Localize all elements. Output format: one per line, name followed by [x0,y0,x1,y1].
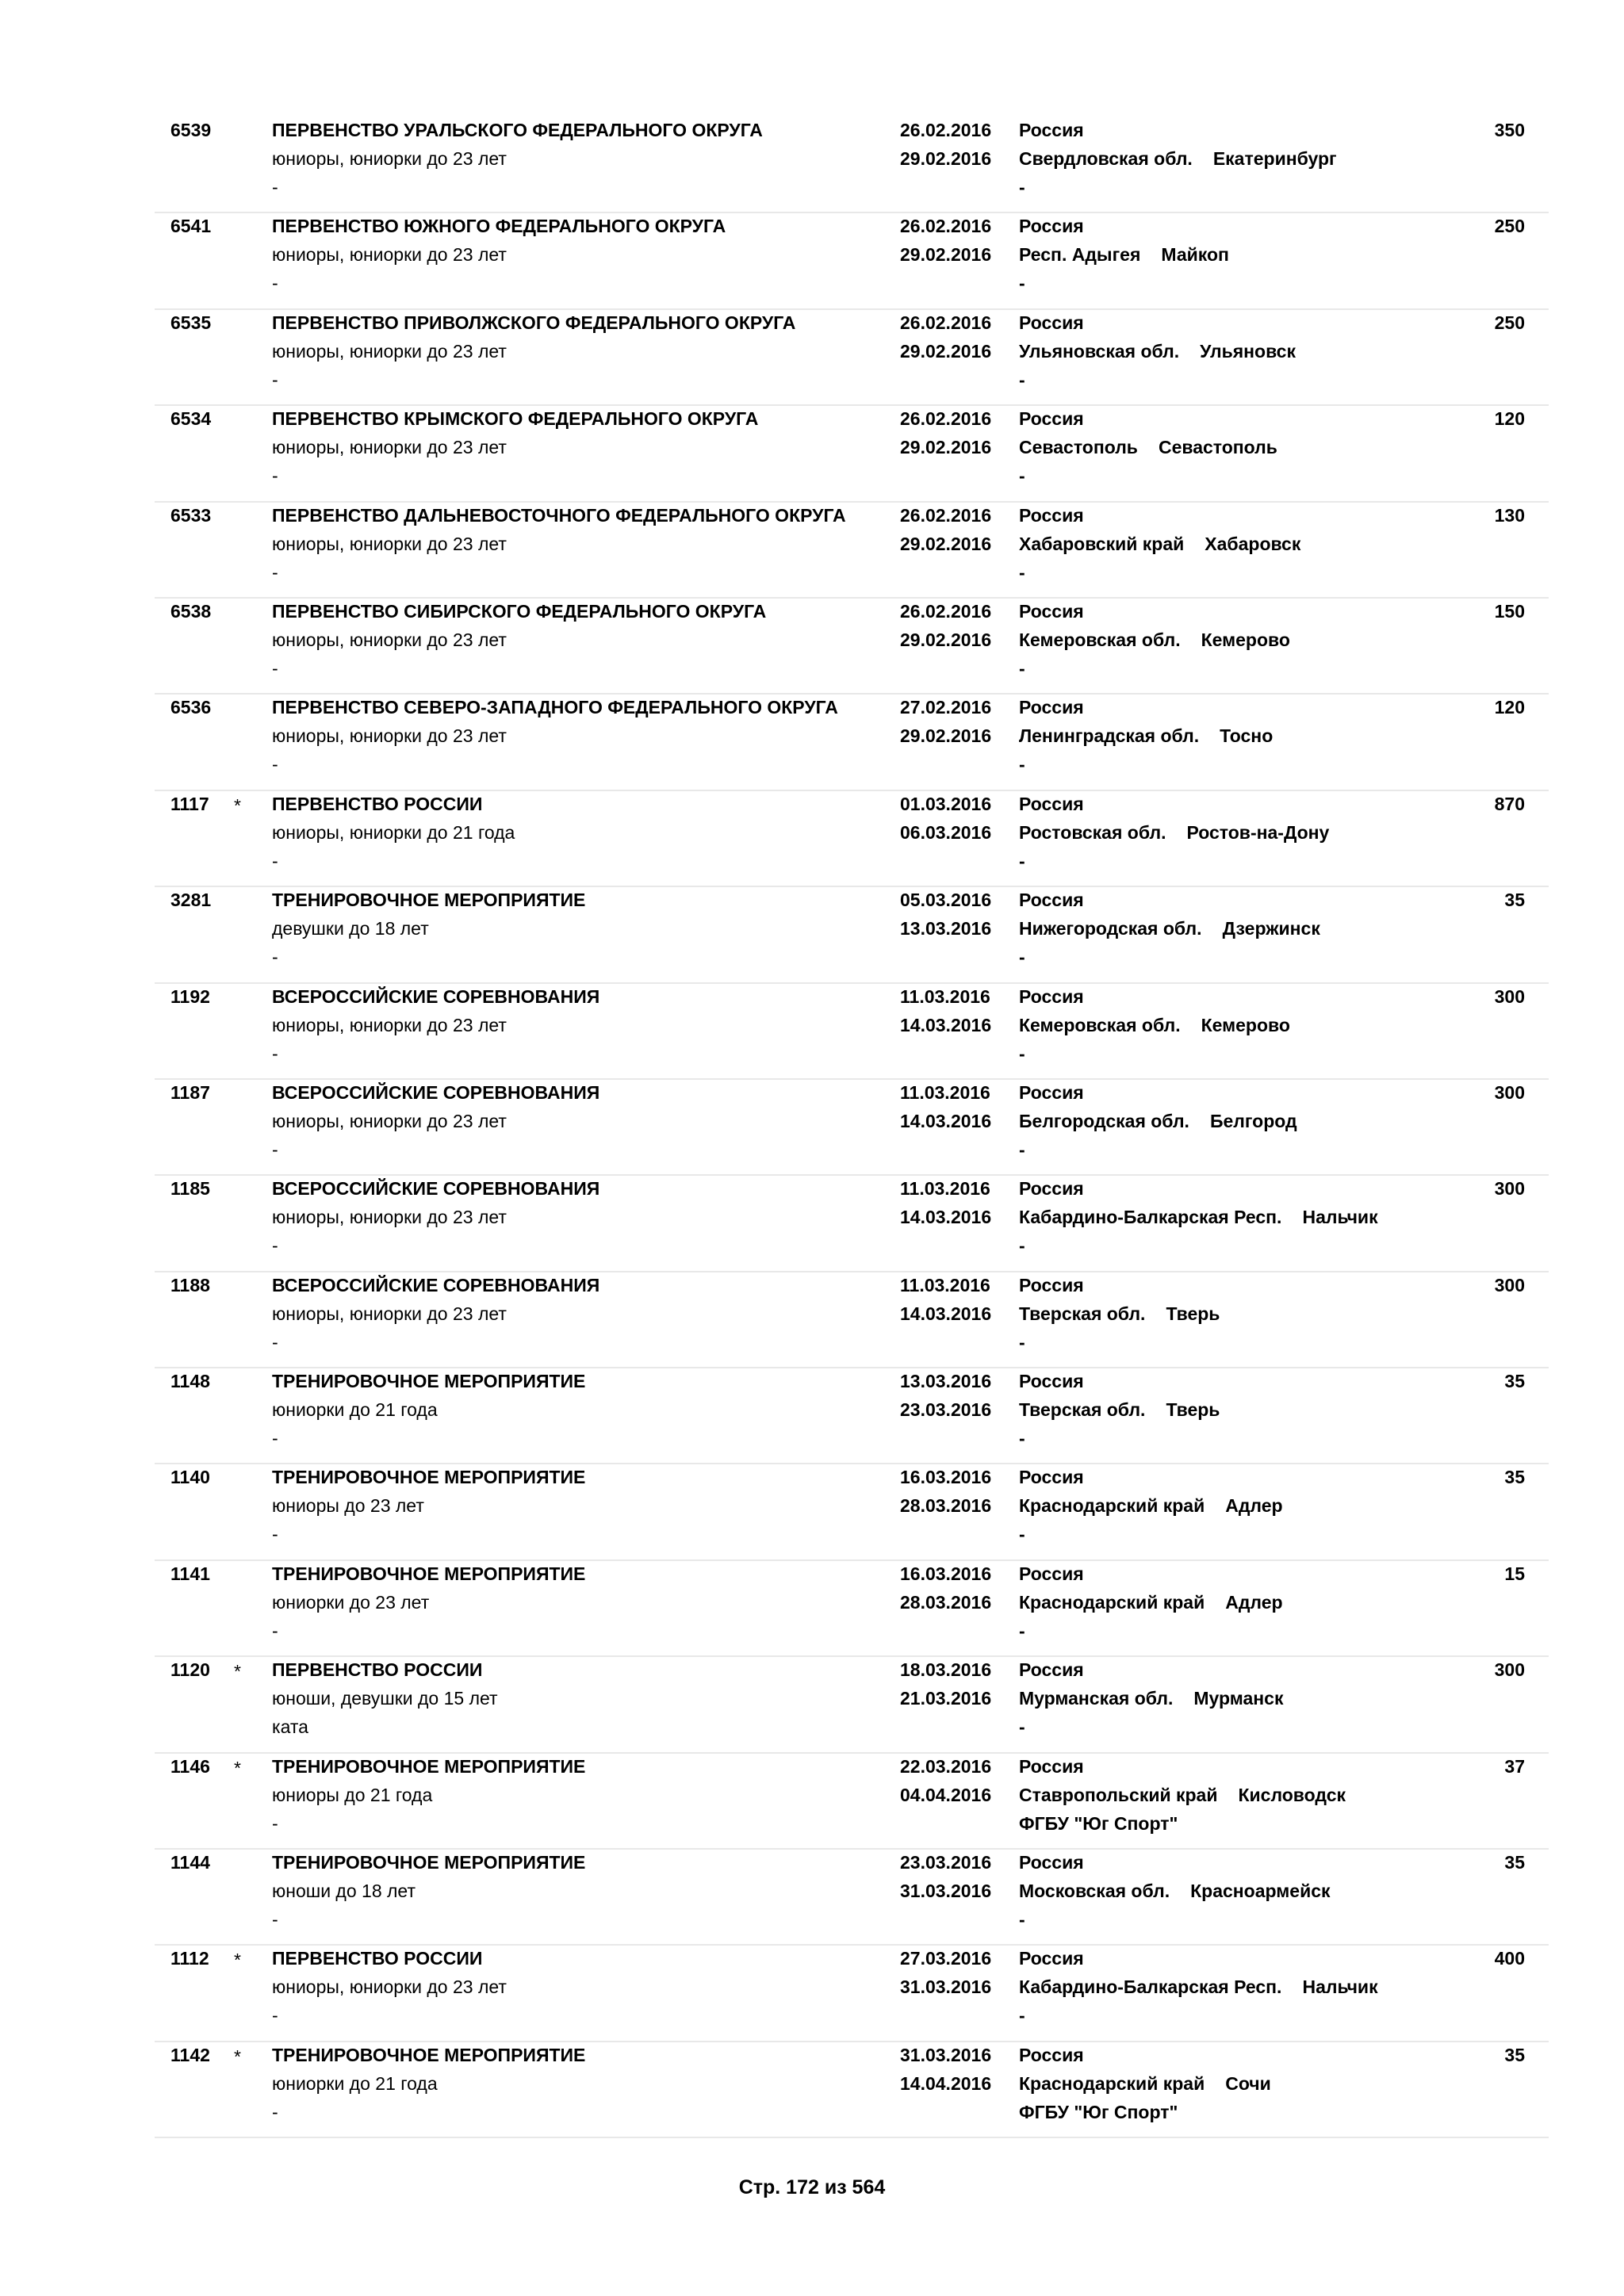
event-end-date: 31.03.2016 [900,1976,992,1998]
event-discipline: - [272,1138,278,1160]
event-organizer: - [1019,1043,1025,1064]
event-row [155,599,1549,695]
event-location [1019,243,1229,266]
event-region: Ленинградская обл. [1019,725,1200,747]
event-category: юниорки до 21 года [272,1399,438,1421]
event-city: Кемерово [1201,1014,1290,1035]
event-title: ВСЕРОССИЙСКИЕ СОРЕВНОВАНИЯ [272,1178,600,1200]
event-id: 6536 [170,697,212,718]
event-participants: 35 [1504,1852,1525,1873]
event-location [1019,629,1290,651]
event-participants: 250 [1494,216,1525,237]
event-title: ТРЕНИРОВОЧНОЕ МЕРОПРИЯТИЕ [272,890,586,911]
event-city: Севастополь [1158,437,1277,458]
event-participants: 120 [1494,408,1525,430]
event-city: Нальчик [1302,1207,1378,1228]
event-end-date: 14.03.2016 [900,1303,992,1324]
event-participants: 250 [1494,312,1525,333]
event-location [1019,340,1296,362]
event-id: 6541 [170,216,212,237]
event-participants: 300 [1494,1274,1525,1295]
event-city: Кемерово [1201,629,1290,650]
event-region: Кемеровская обл. [1019,1014,1181,1035]
event-row [155,1946,1549,2042]
event-title: ВСЕРОССИЙСКИЕ СОРЕВНОВАНИЯ [272,1274,600,1295]
event-discipline: - [272,1043,278,1064]
event-discipline: - [272,273,278,294]
event-discipline: - [272,1909,278,1931]
event-start-date: 26.02.2016 [900,312,992,333]
event-location [1019,725,1273,747]
event-location [1019,917,1320,939]
event-participants: 300 [1494,1178,1525,1200]
event-start-date: 05.03.2016 [900,890,992,911]
event-discipline: - [272,369,278,390]
event-participants: 300 [1494,985,1525,1007]
event-category: юниоры до 21 года [272,1784,433,1805]
event-row [155,791,1549,887]
event-id: 1140 [170,1467,210,1488]
event-participants: 400 [1494,1948,1525,1969]
event-list [155,117,1549,2138]
event-id: 1142 [170,2044,210,2065]
event-start-date: 26.02.2016 [900,408,992,430]
event-end-date: 14.03.2016 [900,1014,992,1035]
event-country: Россия [1019,2044,1084,2065]
event-start-date: 26.02.2016 [900,120,992,140]
event-title: ВСЕРОССИЙСКИЕ СОРЕВНОВАНИЯ [272,985,600,1007]
event-title: ПЕРВЕНСТВО РОССИИ [272,1948,483,1969]
event-end-date: 14.03.2016 [900,1110,992,1131]
event-end-date: 14.04.2016 [900,2072,992,2094]
event-category: юниорки до 23 лет [272,1591,430,1613]
event-city: Кисловодск [1238,1784,1346,1805]
event-title: ПЕРВЕНСТВО РОССИИ [272,793,483,814]
event-location [1019,1399,1220,1421]
event-row [155,503,1549,599]
event-end-date: 29.02.2016 [900,148,992,169]
event-location [1019,2072,1271,2095]
event-row [155,1754,1549,1850]
event-location [1019,1976,1378,1998]
event-discipline: - [272,561,278,583]
event-id: 1112 [170,1948,209,1969]
event-end-date: 31.03.2016 [900,1881,992,1902]
event-organizer: - [1019,1620,1025,1641]
event-id: 1187 [170,1081,210,1103]
event-region: Белгородская обл. [1019,1110,1189,1131]
event-country: Россия [1019,600,1084,622]
event-region: Нижегородская обл. [1019,918,1202,939]
event-country: Россия [1019,1274,1084,1295]
event-id: 1141 [170,1563,210,1584]
event-discipline: - [272,1620,278,1641]
event-category: юниорки до 21 года [272,2072,438,2094]
event-location [1019,1303,1220,1325]
event-start-date: 11.03.2016 [900,1178,990,1200]
event-category: юниоры до 23 лет [272,1495,424,1517]
event-start-date: 11.03.2016 [900,1081,990,1103]
event-organizer: - [1019,850,1025,871]
event-country: Россия [1019,697,1084,718]
event-city: Тосно [1220,725,1274,747]
event-id: 1192 [170,985,210,1007]
event-end-date: 29.02.2016 [900,340,992,362]
event-region: Мурманская обл. [1019,1688,1174,1709]
event-country: Россия [1019,504,1084,526]
event-country: Россия [1019,1755,1084,1777]
event-category: юниоры, юниорки до 23 лет [272,1303,507,1324]
event-discipline: - [272,465,278,487]
event-discipline: - [272,1331,278,1353]
event-start-date: 11.03.2016 [900,1274,990,1295]
event-category: юниоры, юниорки до 23 лет [272,244,507,266]
event-start-date: 26.02.2016 [900,600,992,622]
event-region: Ростовская обл. [1019,821,1166,843]
event-region: Респ. Адыгея [1019,244,1141,266]
event-id: 1117 [170,793,209,814]
event-participants: 300 [1494,1081,1525,1103]
event-title: ПЕРВЕНСТВО ПРИВОЛЖСКОГО ФЕДЕРАЛЬНОГО ОКРУГА [272,312,796,333]
event-region: Краснодарский край [1019,1591,1205,1613]
event-title: ТРЕНИРОВОЧНОЕ МЕРОПРИЯТИЕ [272,1755,586,1777]
event-country: Россия [1019,1371,1084,1392]
event-location [1019,147,1337,170]
event-row [155,887,1549,983]
event-discipline: - [272,2101,278,2122]
event-discipline: - [272,1524,278,1545]
event-participants: 35 [1504,1467,1525,1488]
event-id: 1188 [170,1274,210,1295]
event-country: Россия [1019,408,1084,430]
event-start-date: 16.03.2016 [900,1467,992,1488]
event-id: 6538 [170,600,212,622]
event-participants: 35 [1504,1371,1525,1392]
event-title: ТРЕНИРОВОЧНОЕ МЕРОПРИЯТИЕ [272,1563,586,1584]
event-region: Ульяновская обл. [1019,340,1180,362]
event-start-date: 26.02.2016 [900,216,992,237]
event-category: юниоры, юниорки до 23 лет [272,1976,507,1998]
event-organizer: - [1019,754,1025,775]
event-location [1019,1110,1297,1132]
event-organizer: - [1019,2005,1025,2026]
event-country: Россия [1019,985,1084,1007]
event-region: Севастополь [1019,437,1138,458]
event-end-date: 29.02.2016 [900,437,992,458]
event-end-date: 29.02.2016 [900,725,992,747]
event-country: Россия [1019,1178,1084,1200]
event-start-date: 27.03.2016 [900,1948,992,1969]
event-city: Тверь [1166,1399,1220,1421]
event-start-date: 13.03.2016 [900,1371,992,1392]
event-region: Свердловская обл. [1019,148,1193,169]
event-end-date: 28.03.2016 [900,1495,992,1517]
event-mark: * [234,1661,241,1682]
event-start-date: 31.03.2016 [900,2044,992,2065]
event-id: 6535 [170,312,212,333]
event-city: Екатеринбург [1212,148,1337,169]
event-end-date: 06.03.2016 [900,821,992,843]
event-category: юниоры, юниорки до 23 лет [272,533,507,554]
event-location [1019,1784,1346,1806]
event-city: Адлер [1225,1591,1283,1613]
event-id: 3281 [170,890,212,911]
event-city: Нальчик [1302,1976,1378,1998]
event-city: Ульяновск [1200,340,1296,362]
event-category: юниоры, юниорки до 23 лет [272,1014,507,1035]
event-country: Россия [1019,1948,1084,1969]
event-discipline: - [272,1235,278,1257]
event-id: 1185 [170,1178,210,1200]
event-location [1019,1494,1283,1517]
event-row [155,1464,1549,1560]
event-title: ВСЕРОССИЙСКИЕ СОРЕВНОВАНИЯ [272,1081,600,1103]
event-city: Тверь [1166,1303,1220,1324]
event-mark: * [234,1757,241,1778]
event-id: 6533 [170,504,212,526]
event-region: Кемеровская обл. [1019,629,1181,650]
event-country: Россия [1019,216,1084,237]
event-end-date: 14.03.2016 [900,1207,992,1228]
event-country: Россия [1019,793,1084,814]
event-participants: 150 [1494,600,1525,622]
event-mark: * [234,794,241,816]
event-title: ПЕРВЕНСТВО СИБИРСКОГО ФЕДЕРАЛЬНОГО ОКРУГА [272,600,767,622]
event-row [155,1080,1549,1176]
event-end-date: 23.03.2016 [900,1399,992,1421]
event-participants: 300 [1494,1659,1525,1681]
event-title: ПЕРВЕНСТВО РОССИИ [272,1659,483,1681]
event-organizer: - [1019,1428,1025,1449]
event-category: юноши до 18 лет [272,1881,416,1902]
event-row [155,2042,1549,2138]
event-city: Белгород [1209,1110,1297,1131]
event-organizer: - [1019,273,1025,294]
event-row [155,213,1549,309]
event-location [1019,1206,1378,1228]
event-title: ПЕРВЕНСТВО СЕВЕРО-ЗАПАДНОГО ФЕДЕРАЛЬНОГО ОКРУГА [272,697,838,718]
event-location [1019,1880,1331,1902]
event-row [155,1176,1549,1272]
event-start-date: 16.03.2016 [900,1563,992,1584]
event-id: 1146 [170,1755,210,1777]
event-city: Мурманск [1193,1688,1284,1709]
event-mark: * [234,1950,241,1971]
event-country: Россия [1019,1852,1084,1873]
event-title: ТРЕНИРОВОЧНОЕ МЕРОПРИЯТИЕ [272,2044,586,2065]
event-end-date: 21.03.2016 [900,1688,992,1709]
event-start-date: 27.02.2016 [900,697,992,718]
event-location [1019,1591,1283,1613]
event-organizer: - [1019,1716,1025,1738]
event-title: ПЕРВЕНСТВО ЮЖНОГО ФЕДЕРАЛЬНОГО ОКРУГА [272,216,726,237]
event-row [155,1657,1549,1753]
event-organizer: - [1019,947,1025,968]
event-organizer: ФГБУ "Юг Спорт" [1019,1812,1178,1834]
event-city: Красноармейск [1190,1881,1331,1902]
event-discipline: - [272,657,278,679]
event-category: юниоры, юниорки до 23 лет [272,437,507,458]
event-row [155,310,1549,406]
event-organizer: - [1019,465,1025,487]
event-end-date: 04.04.2016 [900,1784,992,1805]
event-region: Краснодарский край [1019,1495,1205,1517]
event-organizer: - [1019,1138,1025,1160]
event-region: Тверская обл. [1019,1399,1146,1421]
event-discipline: - [272,177,278,197]
event-row [155,1272,1549,1368]
event-participants: 35 [1504,890,1525,911]
event-category: юноши, девушки до 15 лет [272,1688,498,1709]
event-participants: 37 [1504,1755,1525,1777]
event-city: Адлер [1225,1495,1283,1517]
event-start-date: 22.03.2016 [900,1755,992,1777]
event-discipline: - [272,754,278,775]
event-id: 6539 [170,120,212,140]
event-start-date: 01.03.2016 [900,793,992,814]
event-location [1019,1014,1290,1036]
event-country: Россия [1019,890,1084,911]
event-discipline: - [272,1812,278,1834]
event-title: ПЕРВЕНСТВО КРЫМСКОГО ФЕДЕРАЛЬНОГО ОКРУГА [272,408,759,430]
event-title: ТРЕНИРОВОЧНОЕ МЕРОПРИЯТИЕ [272,1467,586,1488]
event-end-date: 29.02.2016 [900,629,992,650]
event-organizer: - [1019,657,1025,679]
page-number: Стр. 172 из 564 [738,2176,886,2198]
event-country: Россия [1019,1659,1084,1681]
event-id: 1120 [170,1659,210,1681]
event-discipline: - [272,1428,278,1449]
event-participants: 15 [1504,1563,1525,1584]
event-end-date: 13.03.2016 [900,918,992,939]
event-category: юниоры, юниорки до 23 лет [272,629,507,650]
event-row [155,406,1549,502]
event-category: юниоры, юниорки до 23 лет [272,340,507,362]
event-organizer: - [1019,369,1025,390]
event-discipline: ката [272,1716,308,1738]
event-region: Московская обл. [1019,1881,1170,1902]
event-category: юниоры, юниорки до 23 лет [272,148,507,169]
event-region: Краснодарский край [1019,2072,1205,2094]
event-participants: 350 [1494,120,1525,140]
event-row [155,1368,1549,1464]
event-country: Россия [1019,1467,1084,1488]
event-row [155,1850,1549,1946]
event-city: Дзержинск [1222,918,1320,939]
event-end-date: 28.03.2016 [900,1591,992,1613]
event-discipline: - [272,850,278,871]
event-organizer: - [1019,1235,1025,1257]
event-start-date: 26.02.2016 [900,504,992,526]
event-start-date: 23.03.2016 [900,1852,992,1873]
event-mark: * [234,2045,241,2067]
event-category: юниоры, юниорки до 23 лет [272,725,507,747]
event-title: ПЕРВЕНСТВО ДАЛЬНЕВОСТОЧНОГО ФЕДЕРАЛЬНОГО ОКРУГА [272,504,846,526]
event-category: юниоры, юниорки до 21 года [272,821,515,843]
event-title: ПЕРВЕНСТВО УРАЛЬСКОГО ФЕДЕРАЛЬНОГО ОКРУГА [272,120,763,140]
event-discipline: - [272,947,278,968]
event-id: 1144 [170,1852,210,1873]
event-start-date: 18.03.2016 [900,1659,992,1681]
event-participants: 120 [1494,697,1525,718]
event-participants: 130 [1494,504,1525,526]
event-start-date: 11.03.2016 [900,985,990,1007]
event-region: Хабаровский край [1019,533,1185,554]
event-country: Россия [1019,1563,1084,1584]
event-city: Майкоп [1161,244,1229,266]
event-title: ТРЕНИРОВОЧНОЕ МЕРОПРИЯТИЕ [272,1852,586,1873]
event-organizer: - [1019,1909,1025,1931]
event-organizer: - [1019,1524,1025,1545]
event-discipline: - [272,2005,278,2026]
event-city: Ростов-на-Дону [1186,821,1330,843]
event-category: девушки до 18 лет [272,918,429,939]
event-country: Россия [1019,312,1084,333]
event-organizer: - [1019,561,1025,583]
event-id: 6534 [170,408,212,430]
event-participants: 870 [1494,793,1525,814]
event-region: Тверская обл. [1019,1303,1146,1324]
event-end-date: 29.02.2016 [900,533,992,554]
event-participants: 35 [1504,2044,1525,2065]
event-location [1019,436,1277,458]
event-region: Кабардино-Балкарская Респ. [1019,1207,1282,1228]
event-title: ТРЕНИРОВОЧНОЕ МЕРОПРИЯТИЕ [272,1371,586,1392]
event-city: Хабаровск [1205,533,1301,554]
event-organizer: ФГБУ "Юг Спорт" [1019,2101,1178,2122]
event-location [1019,821,1329,844]
event-row [155,1561,1549,1657]
event-region: Кабардино-Балкарская Респ. [1019,1976,1282,1998]
event-location [1019,1687,1283,1709]
event-region: Ставропольский край [1019,1784,1218,1805]
event-city: Сочи [1225,2072,1271,2094]
event-row [155,984,1549,1080]
event-row [155,117,1549,213]
event-category: юниоры, юниорки до 23 лет [272,1207,507,1228]
event-end-date: 29.02.2016 [900,244,992,266]
event-id: 1148 [170,1371,210,1392]
event-row [155,695,1549,790]
event-category: юниоры, юниорки до 23 лет [272,1110,507,1131]
event-country: Россия [1019,1081,1084,1103]
event-location [1019,533,1300,555]
event-organizer: - [1019,177,1025,197]
event-organizer: - [1019,1331,1025,1353]
event-country: Россия [1019,120,1084,140]
